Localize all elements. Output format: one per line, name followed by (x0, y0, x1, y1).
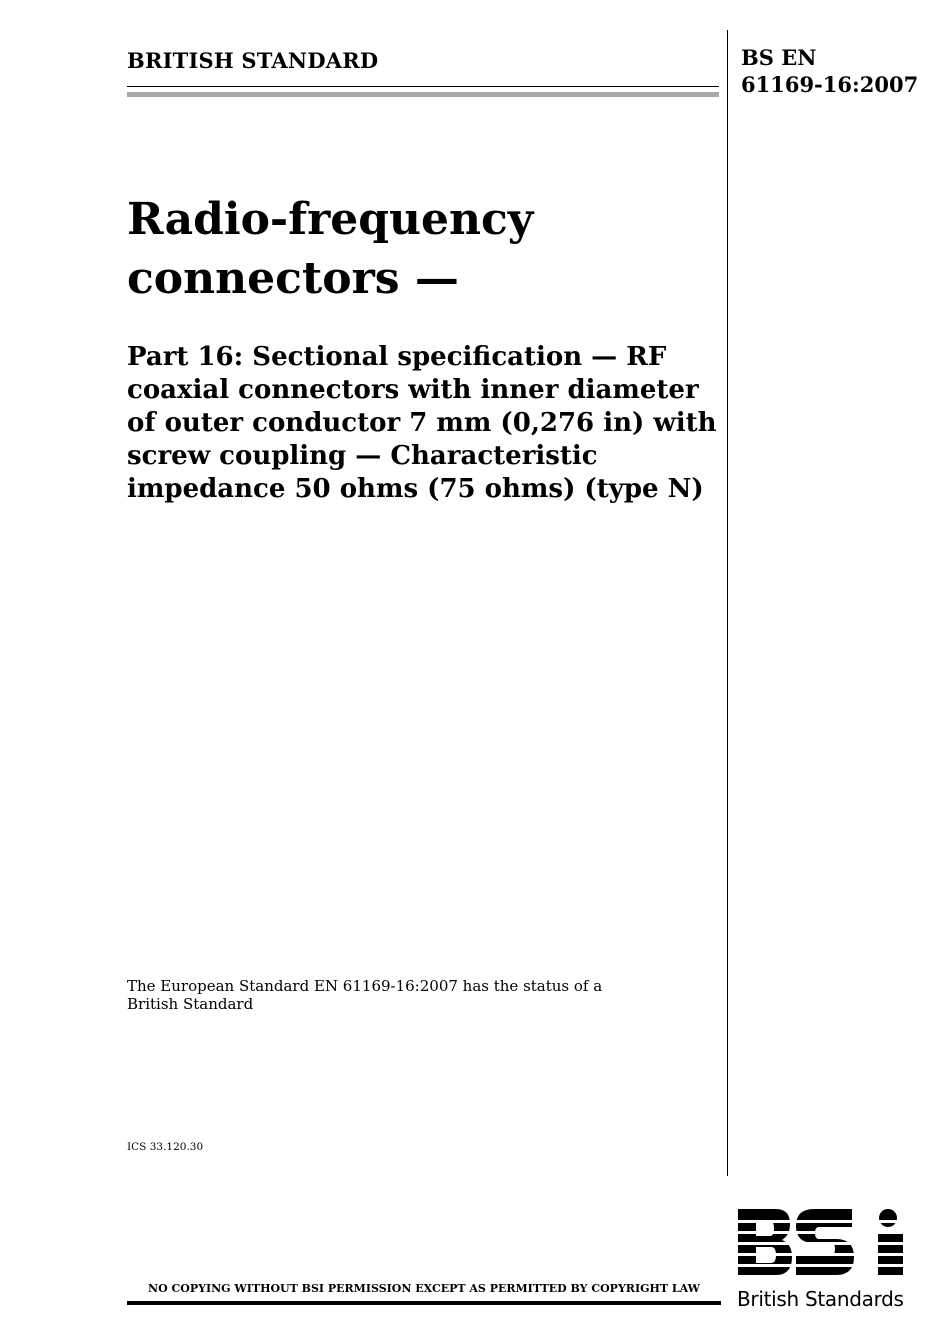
subtitle-line: impedance 50 ohms (75 ohms) (type N) (127, 474, 704, 504)
standard-number-line2: 61169-16:2007 (741, 72, 919, 97)
document-title (127, 190, 717, 308)
subtitle-line: screw coupling — Characteristic (127, 441, 598, 471)
logo-caption: British Standards (737, 1287, 904, 1311)
copyright-notice: NO COPYING WITHOUT BSI PERMISSION EXCEPT AS PERMITTED BY COPYRIGHT LAW (148, 1282, 700, 1295)
header-rule-thin (127, 86, 719, 87)
vertical-divider (727, 30, 728, 1176)
subtitle-line: Part 16: Sectional specification — RF (127, 342, 667, 372)
footer-rule (127, 1301, 721, 1305)
status-note (127, 977, 627, 1013)
status-note-line: The European Standard EN 61169-16:2007 has the status of a (127, 977, 603, 995)
header-rule-thick (127, 92, 719, 97)
standard-number-line1: BS EN (741, 45, 817, 70)
ics-code: ICS 33.120.30 (127, 1141, 204, 1153)
status-note-line: British Standard (127, 995, 254, 1013)
bsi-logo-icon (736, 1209, 906, 1283)
document-subtitle (127, 341, 727, 506)
document-type-label: BRITISH STANDARD (127, 48, 379, 73)
standard-number (741, 44, 918, 98)
title-line: connectors — (127, 253, 459, 304)
title-line: Radio-frequency (127, 194, 534, 245)
subtitle-line: coaxial connectors with inner diameter (127, 375, 699, 405)
subtitle-line: of outer conductor 7 mm (0,276 in) with (127, 408, 717, 438)
